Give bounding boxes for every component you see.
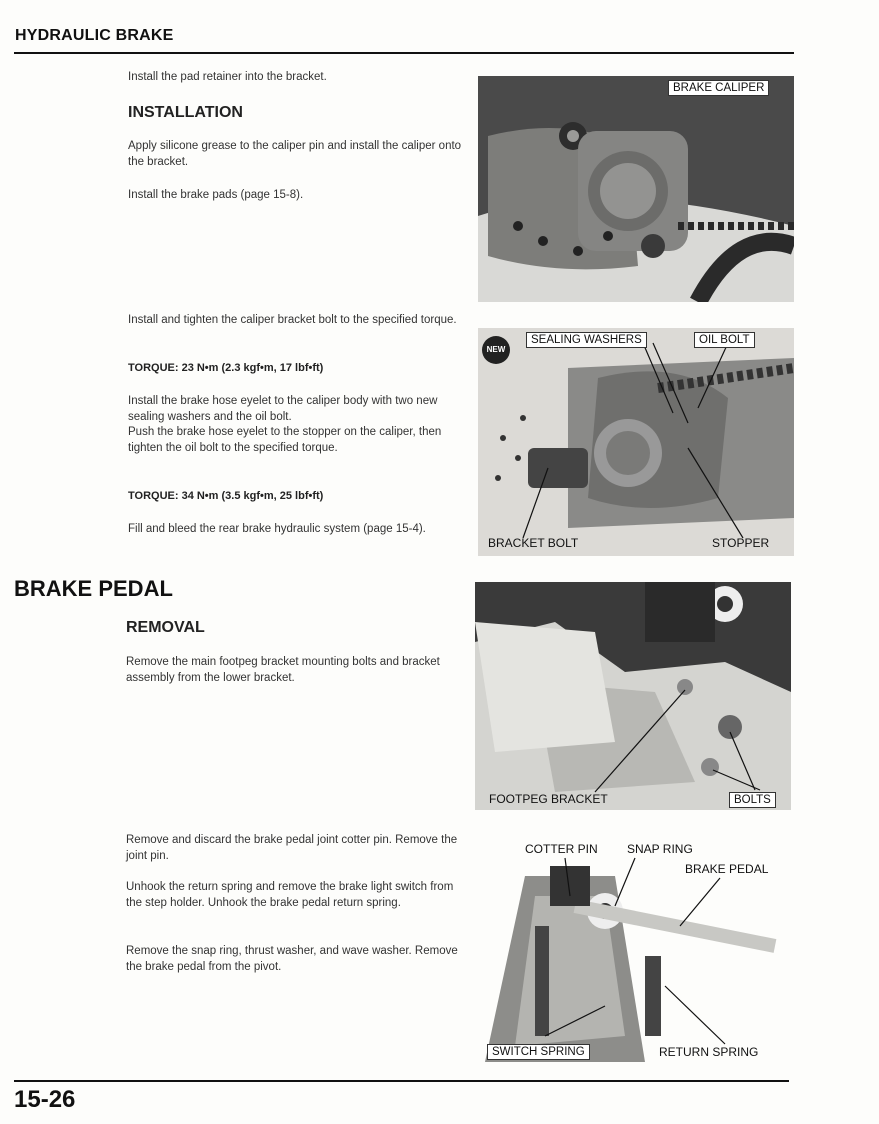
installation-step-4: Install the brake hose eyelet to the caliper body with two new sealing washers and the oil bolt. xyxy=(128,395,438,423)
footpeg-bracket-callout: FOOTPEG BRACKET xyxy=(489,792,608,806)
installation-step-5: Push the brake hose eyelet to the stopper on the caliper, then tighten the oil bolt to the specified torque. xyxy=(128,426,442,454)
brake-caliper-photo xyxy=(478,76,794,302)
torque-spec-1: TORQUE: 23 N•m (2.3 kgf•m, 17 lbf•ft) xyxy=(128,362,324,374)
brake-pedal-callout: BRAKE PEDAL xyxy=(685,862,769,876)
installation-heading: INSTALLATION xyxy=(128,104,243,121)
footer-rule xyxy=(14,1080,789,1082)
bolts-callout: BOLTS xyxy=(729,792,776,808)
stopper-callout: STOPPER xyxy=(712,536,770,550)
removal-step-2: Remove and discard the brake pedal joint cotter pin. Remove the joint pin. xyxy=(126,834,458,862)
page-header-title: HYDRAULIC BRAKE xyxy=(15,27,174,44)
header-rule xyxy=(14,52,794,54)
new-part-badge: NEW xyxy=(482,336,510,364)
removal-step-3: Unhook the return spring and remove the brake light switch from the step holder. Unhook the brake pedal return spring. xyxy=(126,881,454,909)
brake-pedal-photo xyxy=(475,836,791,1062)
installation-step-2: Install the brake pads (page 15-8). xyxy=(128,189,304,201)
switch-spring-callout: SWITCH SPRING xyxy=(487,1044,590,1060)
brake-caliper-callout: BRAKE CALIPER xyxy=(668,80,769,96)
snap-ring-callout: SNAP RING xyxy=(627,842,693,856)
page-number: 15-26 xyxy=(14,1086,76,1113)
installation-step-3: Install and tighten the caliper bracket bolt to the specified torque. xyxy=(128,314,457,326)
cotter-pin-callout: COTTER PIN xyxy=(525,842,598,856)
caliper-hose-photo xyxy=(478,328,794,556)
bracket-bolt-callout: BRACKET BOLT xyxy=(488,536,579,550)
removal-step-4: Remove the snap ring, thrust washer, and wave washer. Remove the brake pedal from the pivot. xyxy=(126,945,458,973)
return-spring-callout: RETURN SPRING xyxy=(659,1045,759,1059)
removal-step-1: Remove the main footpeg bracket mounting bolts and bracket assembly from the lower bracket. xyxy=(126,656,440,684)
installation-step-1: Apply silicone grease to the caliper pin and install the caliper onto the bracket. xyxy=(128,140,462,168)
oil-bolt-callout: OIL BOLT xyxy=(694,332,755,348)
footpeg-bracket-photo xyxy=(475,582,791,810)
removal-heading: REMOVAL xyxy=(126,619,205,636)
section-title-brake-pedal: BRAKE PEDAL xyxy=(14,576,173,601)
installation-step-6: Fill and bleed the rear brake hydraulic system (page 15-4). xyxy=(128,523,426,535)
torque-spec-2: TORQUE: 34 N•m (3.5 kgf•m, 25 lbf•ft) xyxy=(128,490,324,502)
pad-retainer-text: Install the pad retainer into the bracket. xyxy=(128,71,327,83)
sealing-washers-callout: SEALING WASHERS xyxy=(526,332,647,348)
